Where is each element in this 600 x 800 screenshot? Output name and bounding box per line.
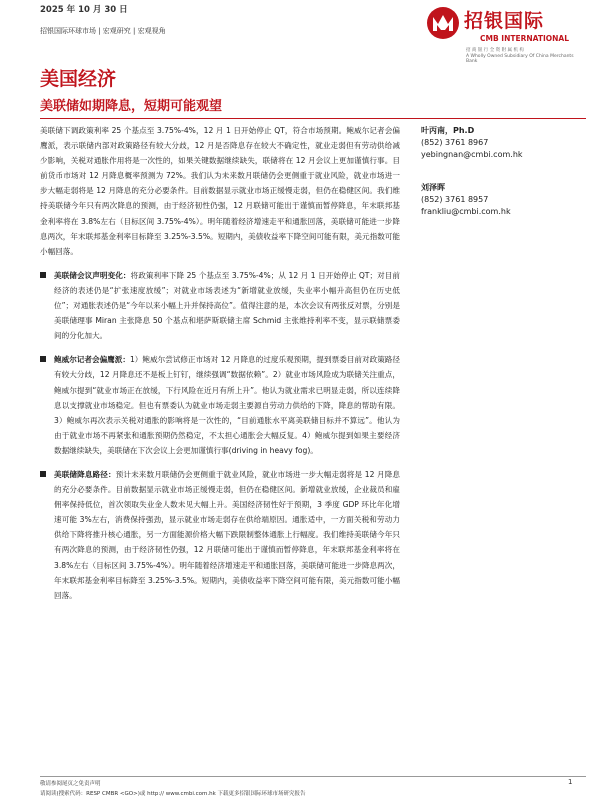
report-date: 2025 年 10 月 30 日 [40, 5, 128, 15]
report-title: 美联储如期降息，短期可能观望 [40, 99, 223, 114]
bullet-text: 将政策利率下降 25 个基点至 3.75%-4%；从 12 月 1 日开始停止 QT；对目前经济的表述仍是“扩张速度放缓”；对就业市场表述为“新增就业放缓，失业率小幅升高但仍在历史低位”；对通胀表述仍是“今年以来小幅上升并保持高位”。值得注意的是，本次会议有两张反对票，分别是美联储理事 Miran 主张降息 50 个基点和堪萨斯联储主席 Schmid 主张维持利率不变，显示联储票委间的分化加大。 [54, 270, 400, 341]
logo-tagline-cn: 招 商 银 行 全 资 附 属 机 构 [466, 48, 524, 53]
bullet-text: 预计未来数月联储仍会更侧重于就业风险，就业市场进一步大幅走弱将是 12 月降息的充分必要条件。目前数据显示就业市场正缓慢走弱，但仍在稳健区间。新增就业放缓，企业裁员和雇佣率保持低位，首次领取失业金人数未见大幅上升。美国经济韧性好于预期，3 季度 GDP 环比年化增速可能 3%左右，消费保持强劲，显示就业市场走弱存在供给端原因。通胀适中，一方面关税和劳动力供给下降将推升核心通胀，另一方面能源价格大幅下跌限制整体通胀上行幅度。我们维持美联储今年只有两次降息的预测，由于经济韧性仍强，12 月联储可能出于谨慎而暂停降息，年末联邦基金利率将在 3.8%左右（目标区间 3.75%-4%）。明年随着经济增速走平和通胀回落，美联储可能进一步降息两次，年末联邦基金利率目标降至 3.25%-3.5%。短期内，美债收益率下降空间可能有限，美元指数可能小幅回落。 [54, 469, 400, 600]
logo-chinese-name: 招银国际 [464, 10, 545, 32]
bullet-item [40, 467, 400, 603]
cmbi-logo-icon [426, 6, 460, 40]
bullet-item [40, 352, 400, 458]
bullet-item [40, 268, 400, 343]
footer-divider [40, 776, 586, 777]
analyst-email[interactable]: frankliu@cmbi.com.hk [421, 207, 511, 216]
analyst-card [421, 182, 523, 218]
analyst-phone: (852) 3761 8957 [421, 195, 489, 204]
bullet-square-icon [40, 471, 46, 477]
analyst-email[interactable]: yebingnan@cmbi.com.hk [421, 150, 523, 159]
bullet-lead: 鲍威尔记者会偏鹰派： [54, 355, 130, 365]
report-category: 招银国际环球市场 | 宏观研究 | 宏观视角 [40, 27, 166, 35]
page-number: 1 [568, 778, 573, 786]
bullet-square-icon [40, 356, 46, 362]
analyst-contacts [421, 125, 523, 239]
bullet-lead: 美联储会议声明变化： [54, 270, 131, 280]
bullet-square-icon [40, 272, 46, 278]
analyst-phone: (852) 3761 8967 [421, 138, 489, 147]
analyst-name: 叶丙南，Ph.D [421, 126, 475, 135]
bullet-lead: 美联储降息路径： [54, 469, 116, 479]
intro-paragraph: 美联储下调政策利率 25 个基点至 3.75%-4%，12 月 1 日开始停止 QT，符合市场预期。鲍威尔记者会偏鹰派，表示联储内部对政策路径有较大分歧，12 月是否降息存在较大不确定性，就业走弱但有劳动供给减少影响，关税对通胀作用将是一次性的，如果关键数据继续缺失，联储将在 12 月会议上更加谨慎行事。目前货币市场对 12 月降息概率预测为 72%。我们认为未来数月联储仍会更侧重于就业风险，就业市场进一步大幅走弱将是 12 月降息的充分必要条件。目前数据显示就业市场正缓慢走弱，但仍在稳健区间。我们维持美联储今年只有两次降息的预测，由于经济韧性仍强，12 月联储可能出于谨慎而暂停降息，年末联邦基金利率将在 3.8%左右（目标区间 3.75%-4%）。明年随着经济增速走平和通胀回落，美联储可能进一步降息两次，年末联邦基金利率目标降至 3.25%-3.5%。短期内，美债收益率下降空间可能有限，美元指数可能小幅回落。 [40, 126, 400, 256]
title-divider [40, 118, 586, 119]
cmbi-logo [418, 2, 586, 64]
research-link-note[interactable]: 请阅读(搜索代码：RESP CMBR <GO>)或 http:// www.cmbi.com.hk 下载更多招银国际环球市场研究报告 [40, 791, 306, 797]
analyst-name: 刘泽晖 [421, 183, 445, 192]
bullet-text: 1）鲍威尔尝试修正市场对 12 月降息的过度乐观预期，提到票委目前对政策路径有较大分歧，12 月降息还不是板上钉钉，继续强调“数据依赖”。2）就业市场风险成为联储关注重点，鲍威尔提到“就业市场正在放缓，下行风险在近月有所上升”。他认为就业需求已明显走弱，所以连续降息以支撑就业市场稳定。但也有票委认为就业市场走弱主要源自劳动力供给的下降，降息的帮助有限。3）鲍威尔再次表示关税对通胀的影响将是一次性的，“目前通胀水平离美联储目标并不算远”。他认为由于就业市场不再紧张和通胀预期仍然稳定，不太担心通胀会大幅反复。4）鲍威尔提到如果主要经济数据继续缺失，美联储在下次会议上会更加谨慎行事(driving in heavy fog)。 [54, 355, 400, 455]
section-title: 美国经济 [40, 68, 117, 90]
disclaimer-note: 敬请参阅尾页之免责声明 [40, 781, 101, 787]
logo-english-name: CMB INTERNATIONAL [480, 34, 570, 43]
report-body [40, 123, 400, 612]
logo-tagline-en: A Wholly Owned Subsidiary Of China Merchants Bank [466, 54, 574, 64]
analyst-card [421, 125, 523, 161]
